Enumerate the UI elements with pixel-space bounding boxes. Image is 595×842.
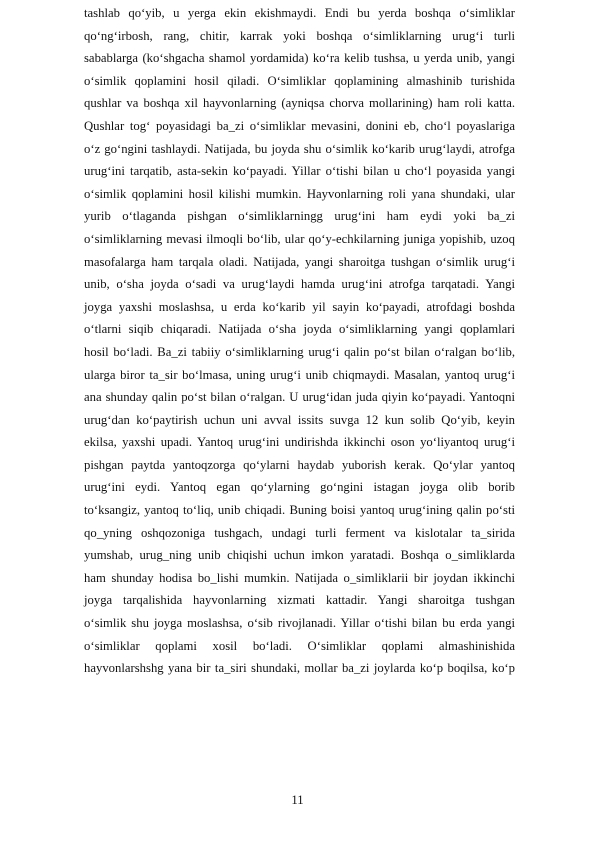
text-line: urug‘ini eydi. Yantoq egan qo‘ylarning go‘ngini istagan joyga olib borib [84,480,515,495]
text-line: o‘simlik qoplamini hosil qiladi. O‘simliklar qoplamining almashinib turishida [84,73,515,88]
text-line: ekilsa, yaxshi upadi. Yantoq urug‘ini undirishda ikkinchi oson yo‘liyantoq urug‘i [84,435,515,450]
text-line: pishgan paytda yantoqzorga qo‘ylarni haydab yuborish kerak. Qo‘ylar yantoq [84,457,515,472]
text-line: unib, o‘sha joyda o‘sadi va urug‘laydi hamda urug‘ini atrofga tarqatadi. Yangi [84,277,515,292]
text-line: ana shunday qalin po‘st bilan o‘ralgan. U urug‘idan juda qiyin ko‘payadi. Yantoqni [84,390,515,405]
text-line: Qushlar tog‘ poyasidagi ba_zi o‘simliklar mevasini, donini eb, cho‘l poyaslariga [84,118,515,133]
text-line: o‘simlik shu joyga moslashsa, o‘sib rivojlanadi. Yillar o‘tishi bilan bu erda yangi [84,616,515,631]
text-line: o‘tlarni siqib chiqaradi. Natijada o‘sha joyda o‘simliklarning yangi qoplamlari [84,322,515,337]
text-line: tashlab qo‘yib, u yerga ekin ekishmaydi. Endi bu yerda boshqa o‘simliklar [84,6,515,20]
page-number: 11 [291,793,304,807]
text-line: yumshab, urug_ning unib chiqishi uchun imkon yaratadi. Boshqa o_simliklarda [84,548,515,563]
text-line: to‘ksangiz, yantoq to‘liq, unib chiqadi. Buning boisi yantoq urug‘ining qalin po‘sti [84,503,515,518]
text-line: o‘simliklarning mevasi ilmoqli bo‘lib, ular qo‘y-echkilarning juniga yopishib, uzoq [84,231,515,246]
text-line: qo_yning oshqozoniga tushgach, undagi turli ferment va kislotalar ta_sirida [84,525,515,540]
text-line: hosil bo‘ladi. Ba_zi tabiiy o‘simliklarning urug‘i qalin po‘st bilan o‘ralgan bo‘lib, [84,344,515,359]
text-line: qushlar va boshqa xil hayvonlarning (ayniqsa chorva mollarining) ham roli katta. [84,96,515,111]
text-line: yurib o‘tlaganda pishgan o‘simliklarningg urug‘ini ham eydi yoki ba_zi [84,209,515,224]
body-text [84,2,515,680]
text-line: sabablarga (ko‘shgacha shamol yordamida) ko‘ra kelib tushsa, u yerda unib, yangi [84,51,515,66]
text-line: hayvonlarshshg yana bir ta_siri shundaki, mollar ba_zi joylarda ko‘p boqilsa, ko‘p [84,661,515,676]
text-line: urug‘ini tarqatib, asta-sekin ko‘payadi. Yillar o‘tishi bilan u cho‘l poyasida yangi [84,164,515,179]
text-line: o‘z go‘ngini tashlaydi. Natijada, bu joyda shu o‘simlik ko‘karib urug‘laydi, atrofga [84,141,515,156]
text-line: ularga biror ta_sir bo‘lmasa, uning urug‘i unib chiqmaydi. Masalan, yantoq urug‘i [84,367,515,382]
text-line: masofalarga ham tarqala oladi. Natijada, yangi sharoitga tushgan o‘simlik urug‘i [84,254,515,269]
text-line: joyga yaxshi moslashsa, u erda ko‘karib yil sayin ko‘payadi, atrofdagi boshda [84,299,515,314]
text-line: qo‘ng‘irbosh, rang, chitir, karrak yoki boshqa o‘simliklarning urug‘i turli [84,28,515,43]
text-line: ham shunday hodisa bo_lishi mumkin. Natijada o_simliklarii bir joydan ikkinchi [84,570,515,585]
text-line: o‘simliklar qoplami xosil bo‘ladi. O‘simliklar qoplami almashinishida [84,638,515,653]
text-line: o‘simlik qoplamini hosil kilishi mumkin. Hayvonlarning roli yana shundaki, ular [84,186,515,201]
text-line: urug‘dan ko‘paytirish uchun uni avval issits suvga 12 kun solib Qo‘yib, keyin [84,412,515,427]
text-line: joyga tarqalishida hayvonlarning xizmati kattadir. Yangi sharoitga tushgan [84,593,515,608]
